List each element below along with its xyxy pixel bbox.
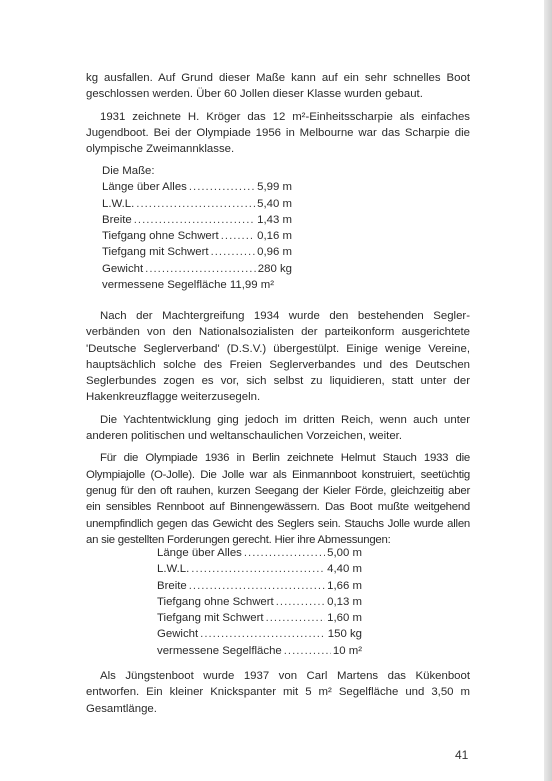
spec-value: 10 m² <box>332 644 362 657</box>
text-block-bottom <box>86 668 470 717</box>
spec-value: 1,60 m <box>327 612 362 625</box>
spec-label: Tiefgang ohne Schwert <box>157 595 274 608</box>
spec-leader-dots <box>266 610 326 626</box>
spec-label: Breite <box>157 579 187 592</box>
spec-row <box>102 179 292 195</box>
spec-label: Gewicht <box>157 628 199 641</box>
spec-value: 5,99 m <box>257 181 292 194</box>
paragraph-3: Nach der Machtergreifung 1934 wurde den bestehenden Segler-verbänden von den Nationalsozialisten der parteikonform ausgerichtete 'Deutsche Seglerverband' (D.S.V.) übergestülpt. Einige wenige Vereine, hauptsächlich solche des Freien Seglerverbandes und des Deutschen Seglerbundes zogen es vor, sich selbst zu liquidieren, statt unter der Hakenkreuzflagge weiterzusegeln. <box>86 310 470 404</box>
spec-leader-dots <box>134 212 255 228</box>
spec-value: 1,43 m <box>257 213 292 226</box>
specs-o-jolle <box>157 545 362 659</box>
specs-scharpie <box>102 163 292 293</box>
spec-leader-dots <box>191 561 325 577</box>
spec-row <box>102 196 292 212</box>
spec-label: Tiefgang mit Schwert <box>157 612 264 625</box>
spec-value: 5,40 m <box>257 197 292 210</box>
spec-value: 150 kg <box>327 628 362 641</box>
spec-value: 280 kg <box>257 262 292 275</box>
spec-row <box>102 244 292 260</box>
spec-row <box>102 228 292 244</box>
paragraph-6: Als Jüngstenboot wurde 1937 von Carl Martens das Kükenboot entworfen. Ein kleiner Knickspanter mit 5 m² Segelfläche und 3,50 m Gesamtlänge. <box>86 670 470 715</box>
spec-row <box>157 545 362 561</box>
paragraph-4: Die Yachtentwicklung ging jedoch im dritten Reich, wenn auch unter anderen politischen und weltanschaulichen Vorzeichen, weiter. <box>86 413 470 443</box>
spec-value: 0,16 m <box>257 230 292 243</box>
spec-value: 0,13 m <box>327 595 362 608</box>
spec-label: L.W.L. <box>102 197 135 210</box>
spec-row <box>157 578 362 594</box>
spec-row <box>157 610 362 626</box>
spec-leader-dots <box>211 244 256 260</box>
spec-leader-dots <box>276 594 325 610</box>
spec-row <box>157 594 362 610</box>
spec-leader-dots <box>200 626 326 642</box>
spec-leader-dots <box>284 643 331 659</box>
paragraph-5: Für die Olympiade 1936 in Berlin zeichnete Helmut Stauch 1933 die Olympiajolle (O-Jolle). Die Jolle war als Einmannboot konstruiert, seetüchtig genug für den oft rauhen, kurzen Seegang der Kieler Förde, gleichzeitig aber ein sensibles Rennboot auf Binnengewässern. Das Boot mußte weitgehend unempfindlich gegen das Gewicht des Seglers sein. Stauchs Jolle wurde allen an sie gestellten Forderungen gerecht. Hier ihre Abmessungen: <box>86 452 470 546</box>
spec-leader-dots <box>145 261 256 277</box>
page-edge <box>544 0 552 781</box>
spec-leader-dots <box>221 228 255 244</box>
spec-value: 0,96 m <box>257 246 292 259</box>
spec-leader-dots <box>189 179 255 195</box>
text-block-middle <box>86 308 470 548</box>
spec-row <box>102 212 292 228</box>
spec-label: Breite <box>102 213 132 226</box>
spec-row <box>157 643 362 659</box>
specs-heading: Die Maße: <box>102 165 155 177</box>
text-block-top <box>86 70 470 157</box>
spec-row <box>157 561 362 577</box>
spec-label: Länge über Alles <box>157 547 242 559</box>
paragraph-1: kg ausfallen. Auf Grund dieser Maße kann auf ein sehr schnelles Boot geschlossen werden. Über 60 Jollen dieser Klasse wurden gebaut. <box>86 72 470 101</box>
spec-row <box>102 261 292 277</box>
spec-row-sail-area: vermessene Segelfläche 11,99 m² <box>102 279 275 292</box>
spec-label: Tiefgang mit Schwert <box>102 246 209 259</box>
spec-label: Gewicht <box>102 262 144 275</box>
spec-value: 4,40 m <box>327 563 362 576</box>
spec-label: Länge über Alles <box>102 181 187 194</box>
spec-label: Tiefgang ohne Schwert <box>102 230 219 243</box>
spec-label: L.W.L. <box>157 563 190 576</box>
paragraph-2: 1931 zeichnete H. Kröger das 12 m²-Einheitsscharpie als einfaches Jugendboot. Bei der Olympiade 1956 in Melbourne war das Scharpie die olympische Zweimannklasse. <box>86 110 470 156</box>
spec-value: 1,66 m <box>327 579 362 592</box>
spec-leader-dots <box>244 545 325 561</box>
spec-label: vermessene Segelfläche <box>157 644 282 657</box>
spec-leader-dots <box>189 578 325 594</box>
spec-leader-dots <box>136 196 255 212</box>
page-number: 41 <box>455 748 469 762</box>
spec-value: 5,00 m <box>327 547 362 559</box>
spec-row <box>157 626 362 642</box>
